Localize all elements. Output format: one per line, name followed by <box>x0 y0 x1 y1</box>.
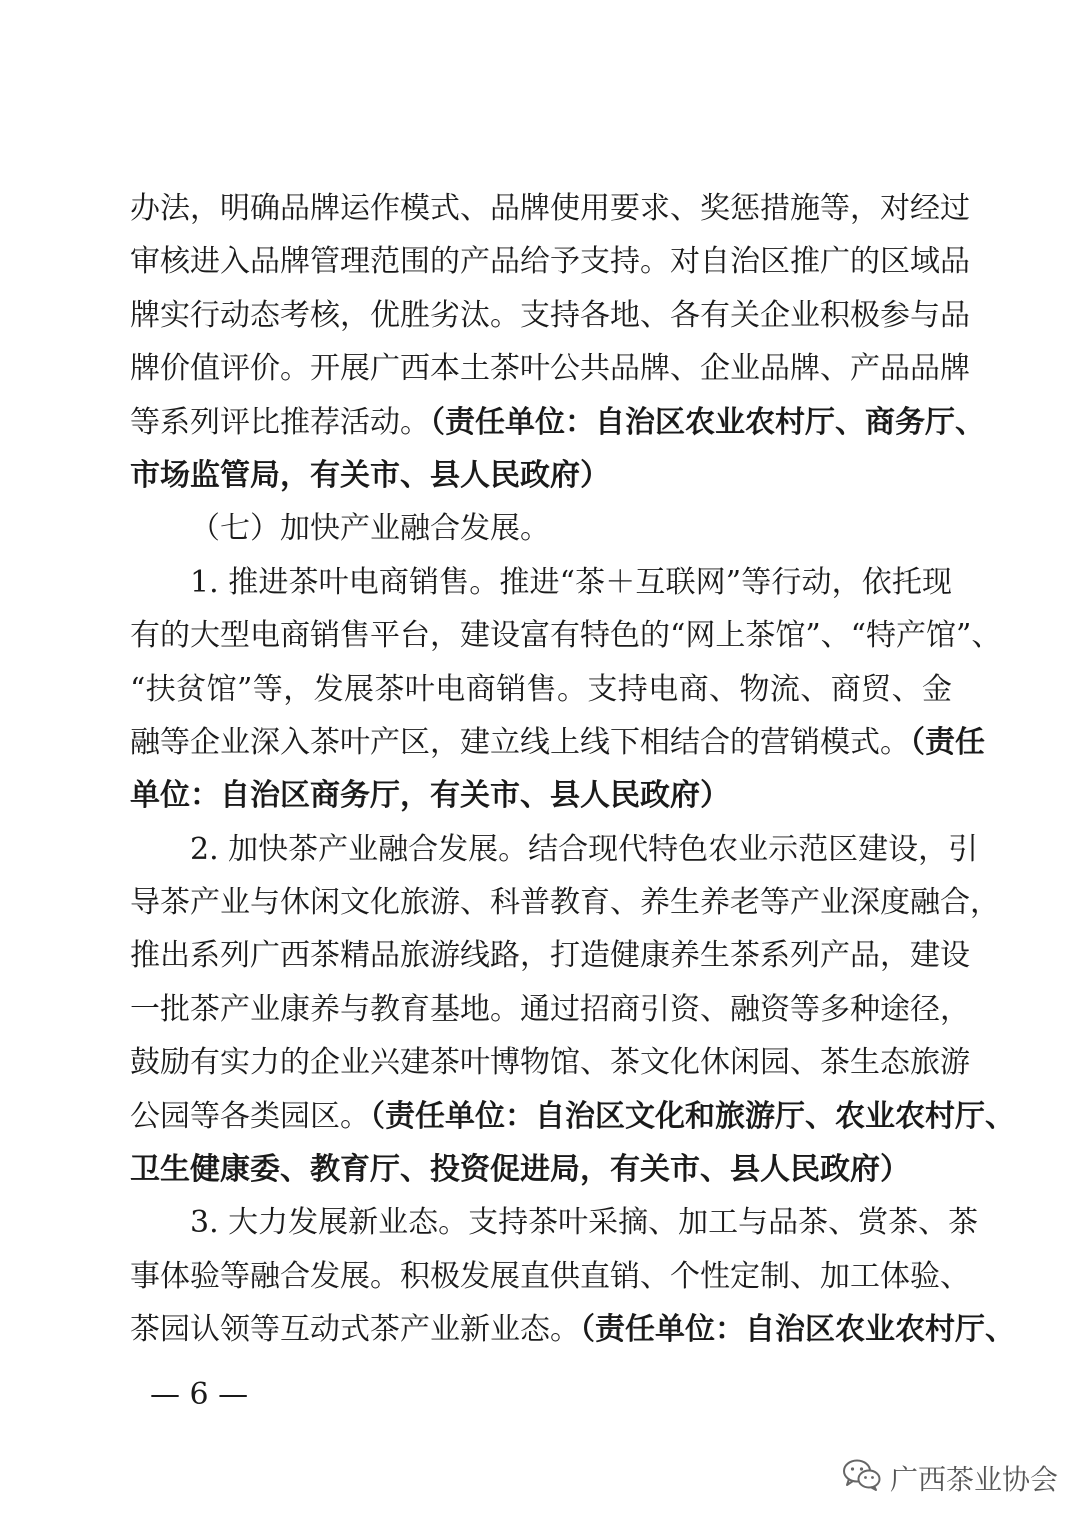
responsible-unit-text: （责任单位：自治区农业农村厅、商务厅、 <box>430 404 985 440</box>
page-number: — 6 — <box>150 1377 249 1412</box>
body-text-span: 1. 推进茶叶电商销售。推进“茶＋互联网”等行动，依托现 <box>190 564 952 600</box>
paragraph-line <box>130 1303 1015 1356</box>
paragraph-line <box>130 1196 979 1249</box>
paragraph-line <box>130 663 952 716</box>
body-text-span: 牌实行动态考核，优胜劣汰。支持各地、各有关企业积极参与品 <box>130 297 970 333</box>
responsible-unit-text: 卫生健康委、教育厅、投资促进局，有关市、县人民政府） <box>130 1152 910 1188</box>
paragraph-line <box>130 1036 970 1089</box>
body-text-span: 2. 加快茶产业融合发展。结合现代特色农业示范区建设，引 <box>190 831 979 867</box>
body-text-span: 3. 大力发展新业态。支持茶叶采摘、加工与品茶、赏茶、茶 <box>190 1205 979 1241</box>
document-body <box>130 182 1015 1357</box>
responsible-unit-text: （责任单位：自治区文化和旅游厅、农业农村厅、 <box>370 1098 1015 1134</box>
body-text-span: 茶园认领等互动式茶产业新业态。 <box>130 1312 580 1348</box>
paragraph-line <box>130 716 985 769</box>
responsible-unit-text: 市场监管局，有关市、县人民政府） <box>130 457 610 493</box>
paragraph-line <box>130 182 970 235</box>
body-text-span: 一批茶产业康养与教育基地。通过招商引资、融资等多种途径， <box>130 991 970 1027</box>
body-text-span: 审核进入品牌管理范围的产品给予支持。对自治区推广的区域品 <box>130 244 970 280</box>
paragraph-line <box>130 289 970 342</box>
paragraph-line <box>130 449 952 502</box>
responsible-unit-text: （责任单位：自治区农业农村厅、 <box>580 1312 1015 1348</box>
body-text-span: 融等企业深入茶叶产区，建立线上线下相结合的营销模式。 <box>130 724 910 760</box>
paragraph-line <box>130 983 970 1036</box>
wechat-icon <box>842 1458 882 1499</box>
watermark <box>842 1458 1058 1498</box>
body-text-span: 鼓励有实力的企业兴建茶叶博物馆、茶文化休闲园、茶生态旅游 <box>130 1045 970 1081</box>
watermark-text: 广西茶业协会 <box>890 1463 1059 1496</box>
paragraph-line <box>130 396 985 449</box>
paragraph-line <box>130 1143 952 1196</box>
paragraph-line <box>130 342 970 395</box>
responsible-unit-text: 单位：自治区商务厅，有关市、县人民政府） <box>130 778 730 814</box>
body-text-span: 推出系列广西茶精品旅游线路，打造健康养生茶系列产品，建设 <box>130 938 970 974</box>
paragraph-line <box>130 823 979 876</box>
paragraph-line <box>130 235 970 288</box>
responsible-unit-text: （责任 <box>910 724 985 760</box>
paragraph-line <box>130 769 952 822</box>
body-text-span: 牌价值评价。开展广西本土茶叶公共品牌、企业品牌、产品品牌 <box>130 351 970 387</box>
paragraph-line <box>130 876 1000 929</box>
paragraph-line <box>130 929 970 982</box>
paragraph-line <box>130 556 952 609</box>
paragraph-line <box>130 1090 1015 1143</box>
paragraph-line <box>130 609 1002 662</box>
body-text-span: 导茶产业与休闲文化旅游、科普教育、养生养老等产业深度融合， <box>130 885 1000 921</box>
body-text-span: 公园等各类园区。 <box>130 1098 370 1134</box>
paragraph-line <box>130 1250 970 1303</box>
section-heading: （七）加快产业融合发展。 <box>190 511 550 547</box>
body-text-span: 有的大型电商销售平台，建设富有特色的“网上茶馆”、“特产馆”、 <box>130 618 1002 654</box>
body-text-span: 等系列评比推荐活动。 <box>130 404 430 440</box>
body-text-span: 事体验等融合发展。积极发展直供直销、个性定制、加工体验、 <box>130 1258 970 1294</box>
body-text-span: 办法，明确品牌运作模式、品牌使用要求、奖惩措施等，对经过 <box>130 191 970 226</box>
body-text-span: “扶贫馆”等，发展茶叶电商销售。支持电商、物流、商贸、金 <box>130 671 952 707</box>
